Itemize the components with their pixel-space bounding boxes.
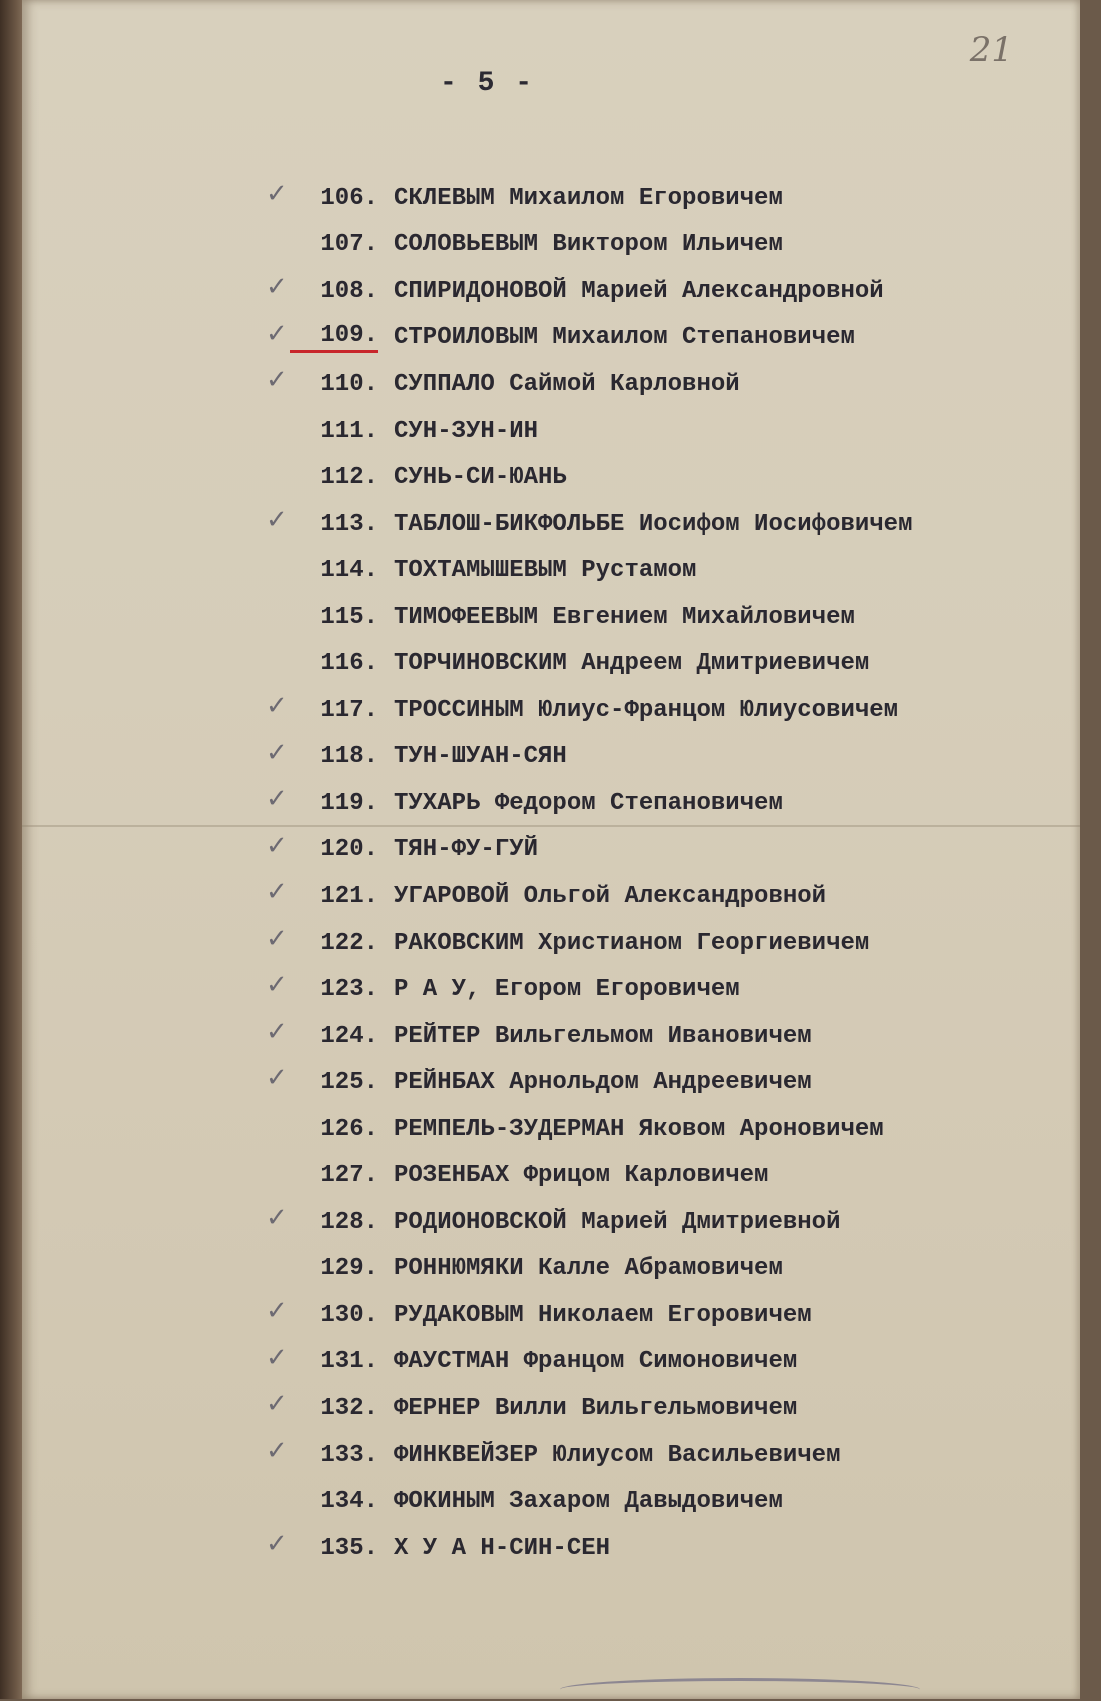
entry-name: СОЛОВЬЕВЫМ Виктором Ильичем	[394, 231, 783, 259]
entry-name: СТРОИЛОВЫМ Михаилом Степановичем	[394, 324, 855, 352]
list-item	[266, 361, 912, 408]
entry-number: 115.	[320, 603, 378, 631]
entry-number: 119.	[320, 789, 378, 817]
list-item	[266, 966, 912, 1013]
entry-number: 124.	[320, 1022, 378, 1050]
entry-number: 116.	[320, 650, 378, 678]
list-item	[266, 827, 912, 874]
list-item	[266, 175, 912, 222]
entry-name: РОЗЕНБАХ Фрицом Карловичем	[394, 1162, 769, 1190]
entry-number: 128.	[320, 1208, 378, 1236]
list-item	[266, 1013, 912, 1060]
name-list	[266, 175, 913, 1571]
entry-number: 108.	[320, 277, 378, 305]
list-item	[270, 594, 912, 641]
check-mark-icon: ✓	[266, 691, 288, 722]
entry-number: 134.	[320, 1488, 378, 1516]
entry-number: 120.	[320, 836, 378, 864]
entry-number: 125.	[320, 1069, 378, 1097]
list-item	[266, 1385, 912, 1432]
list-item	[266, 734, 912, 781]
check-mark-icon: ✓	[266, 877, 288, 908]
entry-name: ФИНКВЕЙЗЕР Юлиусом Васильевичем	[394, 1441, 841, 1469]
entry-name: РОДИОНОВСКОЙ Марией Дмитриевной	[394, 1208, 841, 1236]
list-item	[270, 1478, 912, 1525]
entry-number: 130.	[320, 1301, 378, 1329]
entry-name: ТУХАРЬ Федором Степановичем	[394, 789, 783, 817]
list-item	[270, 222, 912, 269]
check-mark-icon: ✓	[266, 1016, 288, 1047]
check-mark-icon: ✓	[266, 1389, 288, 1420]
list-item	[266, 1525, 912, 1572]
list-item	[266, 1199, 912, 1246]
entry-number: 131.	[320, 1348, 378, 1376]
entry-number: 129.	[320, 1255, 378, 1283]
list-item	[270, 547, 912, 594]
entry-number: 112.	[320, 464, 378, 492]
entry-name: ТОРЧИНОВСКИМ Андреем Дмитриевичем	[394, 650, 870, 678]
entry-number: 114.	[320, 557, 378, 585]
entry-name: СУППАЛО Саймой Карловной	[394, 370, 740, 398]
entry-name: СПИРИДОНОВОЙ Марией Александровной	[394, 277, 884, 305]
list-item	[266, 501, 913, 548]
list-item	[266, 920, 912, 967]
entry-number: 121.	[320, 882, 378, 910]
bottom-ink-mark	[560, 1678, 920, 1701]
entry-name: Х У А Н-СИН-СЕН	[394, 1534, 611, 1562]
entry-name: ФЕРНЕР Вилли Вильгельмовичем	[394, 1394, 798, 1422]
check-mark-icon: ✓	[266, 179, 288, 209]
entry-name: РЕЙНБАХ Арнольдом Андреевичем	[394, 1069, 812, 1097]
entry-name: РЕМПЕЛЬ-ЗУДЕРМАН Яковом Ароновичем	[394, 1115, 884, 1143]
entry-number: 132.	[320, 1394, 378, 1422]
entry-number: 107.	[320, 231, 378, 259]
entry-name: ТАБЛОШ-БИКФОЛЬБЕ Иосифом Иосифовичем	[394, 510, 913, 538]
check-mark-icon: ✓	[266, 1203, 288, 1234]
list-item	[270, 1106, 912, 1153]
check-mark-icon: ✓	[266, 1435, 288, 1466]
entry-name: ТРОССИНЫМ Юлиус-Францом Юлиусовичем	[394, 696, 899, 724]
list-item	[270, 640, 912, 687]
list-item	[266, 1059, 912, 1106]
check-mark-icon: ✓	[266, 1296, 288, 1327]
entry-name: ФОКИНЫМ Захаром Давыдовичем	[394, 1488, 783, 1516]
entry-name: ТУН-ШУАН-СЯН	[394, 743, 567, 771]
list-item	[266, 687, 912, 734]
entry-number: 111.	[320, 417, 378, 445]
list-item	[270, 1152, 912, 1199]
list-item	[266, 268, 912, 315]
entry-number: 135.	[320, 1534, 378, 1562]
check-mark-icon: ✓	[266, 1063, 288, 1094]
check-mark-icon: ✓	[266, 272, 288, 303]
list-item	[266, 1432, 912, 1479]
entry-name: ФАУСТМАН Францом Симоновичем	[394, 1348, 798, 1376]
list-item	[266, 1292, 912, 1339]
list-item	[266, 1339, 912, 1386]
list-item	[270, 408, 912, 455]
check-mark-icon: ✓	[266, 923, 288, 954]
entry-number: 110.	[320, 370, 378, 398]
entry-name: ТЯН-ФУ-ГУЙ	[394, 836, 539, 864]
entry-name: СУНЬ-СИ-ЮАНЬ	[394, 464, 567, 492]
entry-name: УГАРОВОЙ Ольгой Александровной	[394, 882, 827, 910]
entry-number: 117.	[320, 696, 378, 724]
entry-name: СКЛЕВЫМ Михаилом Егоровичем	[394, 184, 783, 212]
list-item	[266, 873, 912, 920]
entry-name: РАКОВСКИМ Христианом Георгиевичем	[394, 929, 870, 957]
entry-number: 127.	[320, 1162, 378, 1190]
entry-number: 118.	[320, 743, 378, 771]
handwritten-folio-number: 21	[969, 30, 1013, 70]
entry-number: 126.	[320, 1115, 378, 1143]
check-mark-icon: ✓	[266, 1342, 288, 1373]
entry-number: 122.	[320, 929, 378, 957]
entry-name: РУДАКОВЫМ Николаем Егоровичем	[394, 1301, 812, 1329]
entry-name: РЕЙТЕР Вильгельмом Ивановичем	[394, 1022, 812, 1050]
list-item	[266, 780, 912, 827]
check-mark-icon: ✓	[266, 784, 288, 815]
entry-name: РОННЮМЯКИ Калле Абрамовичем	[394, 1255, 783, 1283]
check-mark-icon: ✓	[266, 737, 288, 768]
list-item	[270, 454, 912, 501]
entry-number: 113.	[320, 510, 378, 538]
entry-number: 133.	[320, 1441, 378, 1469]
check-mark-icon: ✓	[266, 504, 288, 535]
check-mark-icon: ✓	[266, 318, 288, 349]
entry-number: 109.	[290, 322, 378, 353]
page-number: - 5 -	[440, 68, 535, 99]
check-mark-icon: ✓	[266, 365, 288, 396]
entry-name: Р А У, Егором Егоровичем	[394, 976, 740, 1004]
entry-name: СУН-ЗУН-ИН	[394, 417, 539, 445]
check-mark-icon: ✓	[266, 970, 288, 1001]
entry-name: ТОХТАМЫШЕВЫМ Рустамом	[394, 557, 697, 585]
entry-name: ТИМОФЕЕВЫМ Евгением Михайловичем	[394, 603, 855, 631]
list-item	[270, 1246, 912, 1293]
list-item	[266, 315, 912, 362]
entry-number: 123.	[320, 976, 378, 1004]
entry-number: 106.	[320, 184, 378, 212]
check-mark-icon: ✓	[266, 1528, 288, 1559]
check-mark-icon: ✓	[266, 830, 288, 861]
